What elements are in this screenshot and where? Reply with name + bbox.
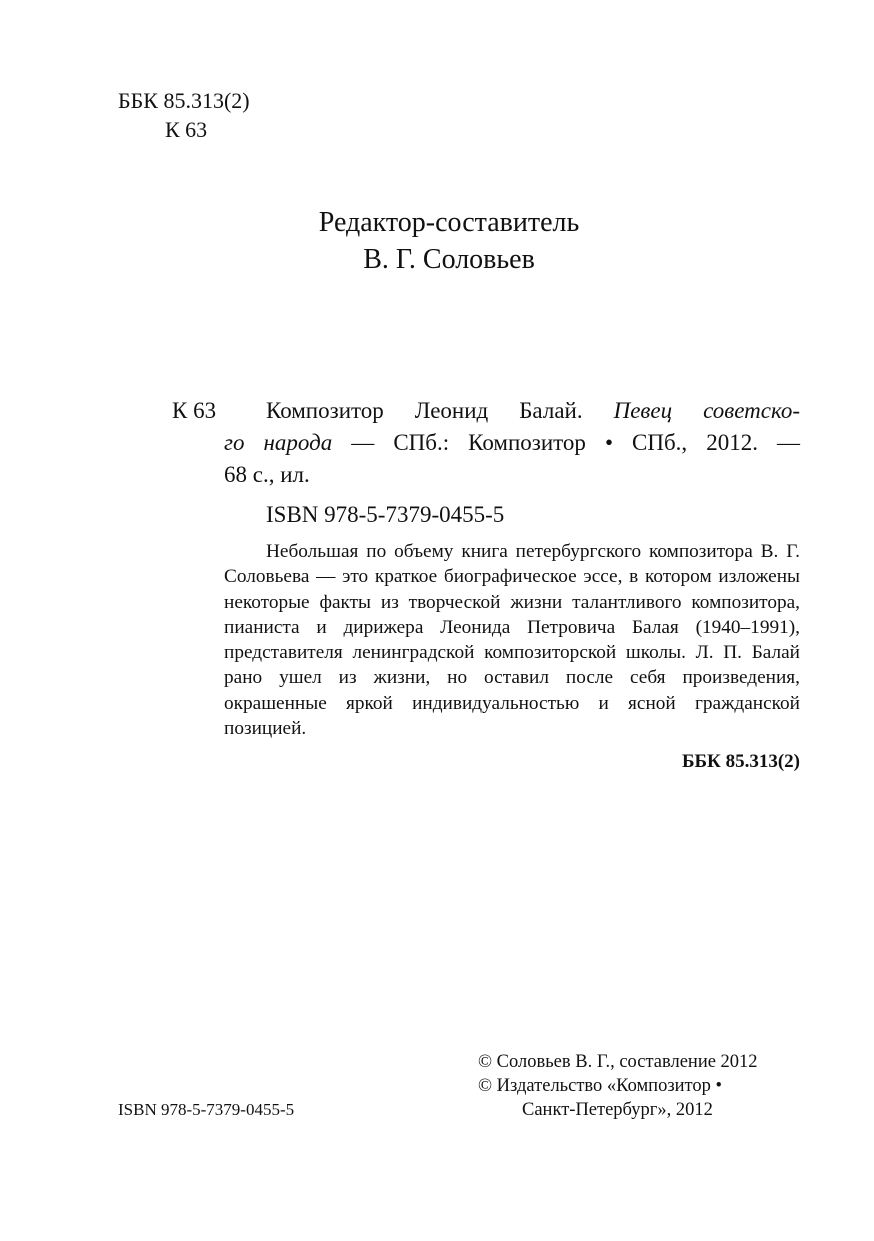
bbk-classification: ББК 85.313(2) (118, 88, 250, 113)
book-subtitle-part-1: Певец советско- (613, 398, 800, 423)
annotation-text: Небольшая по объему книга петербургского композитора В. Г. Соловьева — это краткое биографическое эссе, в котором изложены некоторые факты из творческой жизни талантливого композитора, пианиста и дирижера Леонида Петровича Балая (1940–1991), представителя ленинградской композиторской школы. Л. П. Балай рано ушел из жизни, но оставил после себя произведения, окрашенные яркой индивидуальностью и ясной гражданской позицией. (224, 541, 800, 740)
copyright-publisher-cont: Санкт-Петербург», 2012 (522, 1100, 713, 1120)
biblio-line-2 (224, 427, 800, 459)
book-subtitle-part-2: го народа (224, 430, 333, 455)
copyright-block (478, 1050, 758, 1122)
isbn-footer: ISBN 978-5-7379-0455-5 (118, 1100, 295, 1119)
bibliographic-description (224, 395, 800, 491)
bbk-bold: ББК 85.313(2) (681, 751, 800, 772)
author-sign: К 63 (165, 117, 208, 142)
editor-block (0, 204, 874, 278)
page-count: 68 с., ил. (224, 462, 310, 487)
isbn-main: ISBN 978-5-7379-0455-5 (266, 502, 505, 527)
book-title: Композитор Леонид Балай. (266, 398, 583, 423)
editor-name: В. Г. Соловьев (363, 244, 535, 275)
editor-role: Редактор-составитель (318, 207, 580, 238)
biblio-line-1 (224, 395, 800, 427)
copyright-compiler: © Соловьев В. Г., составление 2012 (478, 1052, 758, 1072)
entry-author-sign: К 63 (172, 398, 217, 423)
copyright-publisher: © Издательство «Композитор • (478, 1076, 722, 1096)
publisher-info: — СПб.: Композитор • СПб., 2012. — (332, 430, 800, 455)
